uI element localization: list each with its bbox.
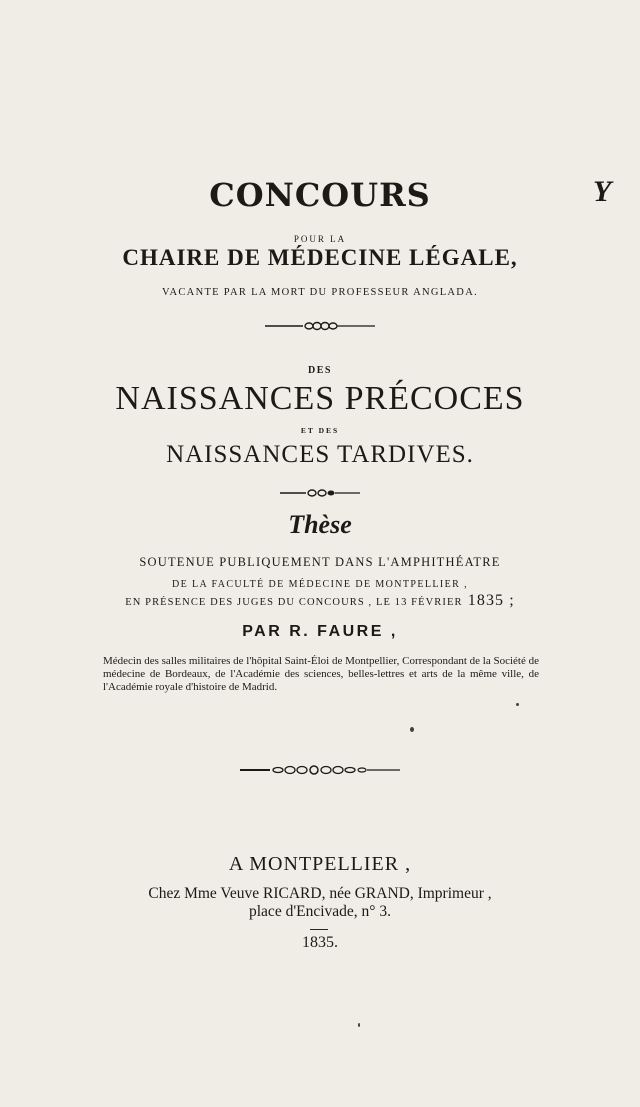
ink-speck [516,703,519,706]
these-label: Thèse [288,510,352,539]
pour-la: POUR LA [293,234,347,244]
author-bio: Médecin des salles militaires de l'hôpital Saint-Éloi de Montpellier, Correspondant de la Société de médecine de Bordeaux, de l'Académie des sciences, belles-lettres et arts de la même ville, de l'Académie royale d'histoire de Madrid. [103,655,539,693]
ornament-small-icon [0,488,640,498]
author-line: PAR R. FAURE , [242,623,398,640]
ink-speck [410,727,414,732]
imprint-printer: Chez Mme Veuve RICARD, née GRAND, Imprimeur , [148,885,492,902]
concours-heading: CONCOURS [209,176,431,214]
et-des-label: ET DES [300,426,340,435]
imprint-address: place d'Encivade, n° 3. [249,903,391,920]
imprint-city: A MONTPELLIER , [228,853,412,875]
presence-prefix: EN PRÉSENCE DES JUGES DU CONCOURS , LE [125,597,395,608]
faculte-line: DE LA FACULTÉ DE MÉDECINE DE MONTPELLIER , [171,579,468,590]
short-rule [310,929,328,930]
vacante-line: VACANTE PAR LA MORT DU PROFESSEUR ANGLADA. [161,287,479,298]
presence-date: 13 FÉVRIER [394,597,463,608]
des-label: DES [308,365,332,376]
ornament-divider-icon [0,321,640,331]
chaire-heading: CHAIRE DE MÉDECINE LÉGALE, [122,245,518,270]
presence-line [0,592,640,610]
main-title-line2: NAISSANCES TARDIVES. [166,441,474,468]
ornament-large-icon [0,765,640,775]
main-title-line1: NAISSANCES PRÉCOCES [115,380,525,417]
soutenue-line: SOUTENUE PUBLIQUEMENT DANS L'AMPHITHÉATRE [139,555,501,569]
ink-speck [358,1023,360,1027]
imprint-year: 1835. [302,934,338,951]
presence-year: 1835 ; [462,592,515,609]
corner-mark: Y [593,175,612,208]
